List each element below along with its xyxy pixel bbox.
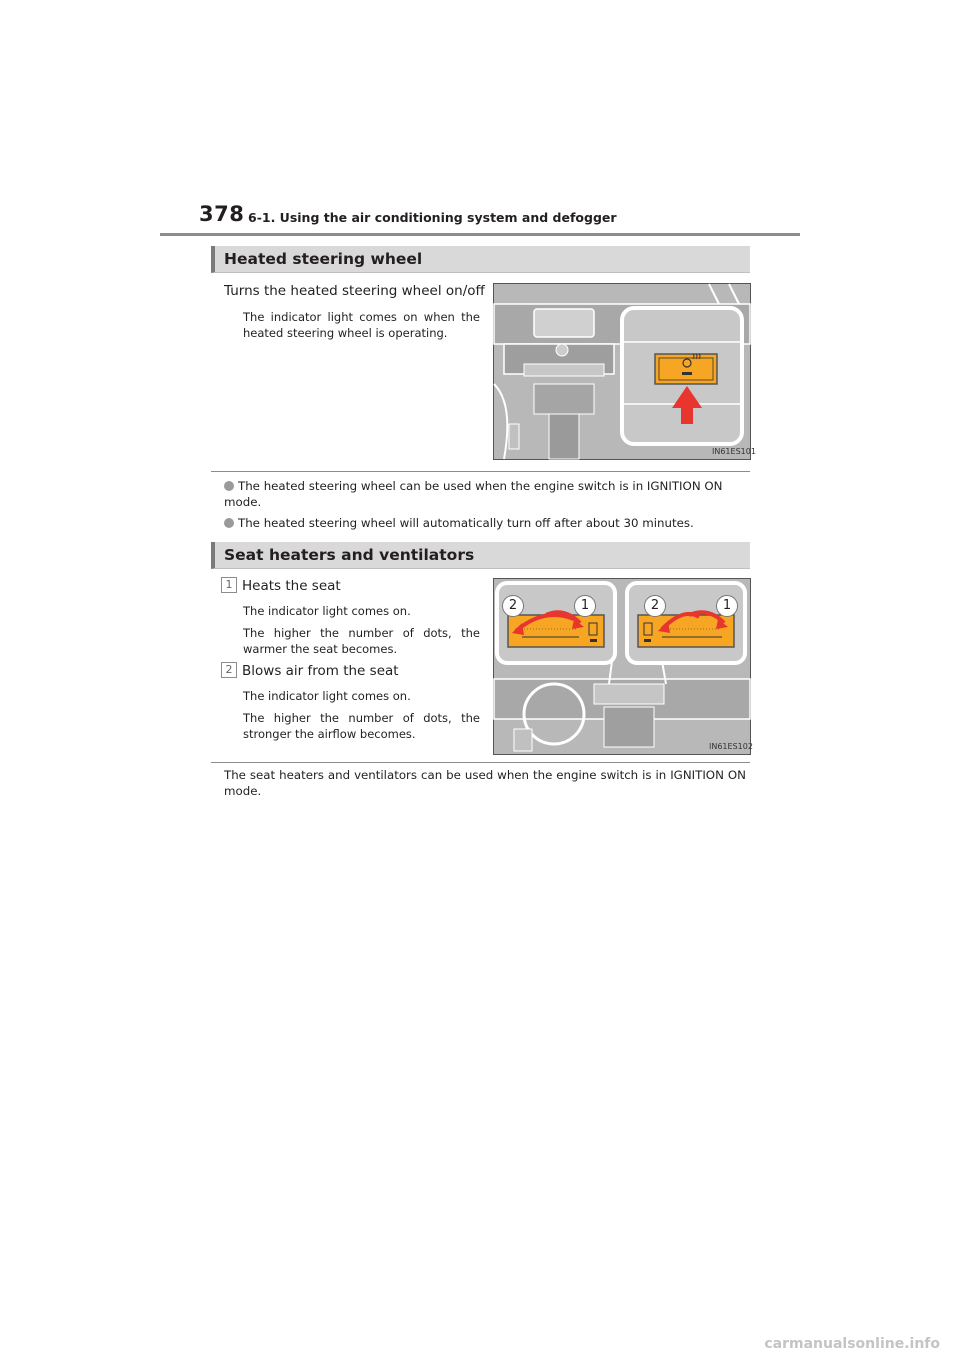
note-text: The heated steering wheel can be used when the engine switch is in IGNITION ON mode. xyxy=(224,479,723,509)
watermark: carmanualsonline.info xyxy=(764,1336,940,1352)
number-badge-1: 1 xyxy=(221,577,237,593)
note-text: The heated steering wheel will automatically turn off after about 30 minutes. xyxy=(238,516,694,530)
item-1-detail-1: The indicator light comes on. xyxy=(243,604,411,618)
item-1-detail-2: The higher the number of dots, the warmer the seat becomes. xyxy=(243,626,480,656)
bullet-icon xyxy=(224,481,234,491)
image-code-2: IN61ES102 xyxy=(709,742,753,751)
header-rule xyxy=(160,233,800,236)
callout-1-left: 1 xyxy=(574,595,596,617)
note-bullet-2 xyxy=(224,515,750,531)
section-heading-heated-steering xyxy=(211,246,750,273)
note-divider-2 xyxy=(211,762,750,763)
item-2-label: Blows air from the seat xyxy=(242,663,399,679)
note-bullet-1 xyxy=(224,478,750,510)
page-number: 378 xyxy=(199,202,245,226)
seat-heater-note: The seat heaters and ventilators can be used when the engine switch is in IGNITION ON mode. xyxy=(224,768,746,798)
steering-heater-illustration xyxy=(493,283,756,460)
image-code-1: IN61ES101 xyxy=(712,447,756,456)
heated-steering-detail: The indicator light comes on when the heated steering wheel is operating. xyxy=(243,310,480,340)
dashboard-drawing xyxy=(494,284,750,459)
heated-steering-lead: Turns the heated steering wheel on/off xyxy=(224,283,485,299)
section-heading-text: Heated steering wheel xyxy=(224,250,423,268)
bullet-icon xyxy=(224,518,234,528)
console-drawing xyxy=(494,579,750,754)
item-2-detail-1: The indicator light comes on. xyxy=(243,689,411,703)
item-2-detail-2: The higher the number of dots, the stronger the airflow becomes. xyxy=(243,711,480,741)
seat-heater-illustration xyxy=(493,578,751,755)
callout-1-right: 1 xyxy=(716,595,738,617)
callout-2-right: 2 xyxy=(644,595,666,617)
callout-2-left: 2 xyxy=(502,595,524,617)
section-heading-text: Seat heaters and ventilators xyxy=(224,546,475,564)
note-divider xyxy=(211,471,750,472)
section-heading-seat-heaters xyxy=(211,542,750,569)
number-badge-2: 2 xyxy=(221,662,237,678)
item-1-label: Heats the seat xyxy=(242,578,341,594)
chapter-title: 6-1. Using the air conditioning system and defogger xyxy=(248,210,617,225)
